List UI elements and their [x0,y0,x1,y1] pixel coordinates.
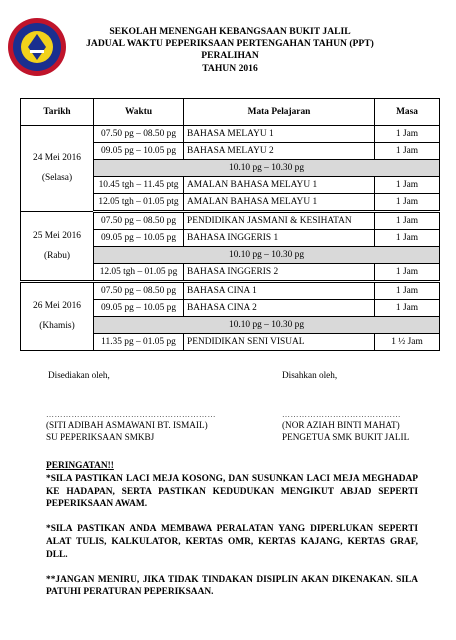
prepared-by-block [46,420,208,443]
duration-cell: 1 Jam [375,282,440,300]
subject-cell: AMALAN BAHASA MELAYU 1 [184,194,375,212]
date-text: 25 Mei 2016 [33,230,81,241]
subject-cell: PENDIDIKAN JASMANI & KESIHATAN [184,212,375,230]
subject-cell: BAHASA INGGERIS 1 [184,230,375,247]
table-row [21,212,440,230]
approved-by-block [282,420,409,443]
subject-cell: PENDIDIKAN SENI VISUAL [184,334,375,351]
time-cell: 07.50 pg – 08.50 pg [94,282,184,300]
header-subject: Mata Pelajaran [184,99,375,126]
duration-cell: 1 Jam [375,230,440,247]
approved-by-label: Disahkan oleh, [282,370,338,380]
time-cell: 10.45 tgh – 11.45 ptg [94,177,184,194]
warning-item-2: *SILA PASTIKAN ANDA MEMBAWA PERALATAN YANG DIPERLUKAN SEPERTI ALAT TULIS, KALKULATOR, KERTAS OMR, KERTAS KAJANG, KERTAS GRAF, DLL. [46,524,418,560]
warning-item-1: *SILA PASTIKAN LACI MEJA KOSONG, DAN SUSUNKAN LACI MEJA MEGHADAP KE HADAPAN, SERTA PASTIKAN KEDUDUKAN MENGIKUT ABJAD SEPERTI PEPERIKSAAN AWAM. [46,473,418,510]
approved-name: (NOR AZIAH BINTI MAHAT) [282,420,400,430]
day-text: (Selasa) [41,173,73,183]
duration-cell: 1 Jam [375,300,440,317]
duration-cell: 1 Jam [375,143,440,160]
subject-cell: BAHASA MELAYU 2 [184,143,375,160]
duration-cell: 1 Jam [375,194,440,212]
time-cell: 09.05 pg – 10.05 pg [94,300,184,317]
year-label: TAHUN 2016 [202,62,258,74]
duration-cell: 1 Jam [375,264,440,282]
date-text: 26 Mei 2016 [33,301,81,311]
document-header [70,26,390,75]
time-cell: 11.35 pg – 01.05 pg [94,334,184,351]
header-tarikh: Tarikh [21,99,94,126]
approved-role: PENGETUA SMK BUKIT JALIL [282,431,410,442]
duration-cell: 1 ½ Jam [375,334,440,351]
time-cell: 09.05 pg – 10.05 pg [94,230,184,247]
prepared-name: (SITI ADIBAH ASMAWANI BT. ISMAIL) [46,420,208,430]
time-cell: 12.05 tgh – 01.05 ptg [94,194,184,212]
level-label: PERALIHAN [201,50,259,62]
logo-book [30,50,44,53]
school-name: SEKOLAH MENENGAH KEBANGSAAN BUKIT JALIL [109,26,351,37]
break-cell: 10.10 pg – 10.30 pg [94,317,440,334]
table-header-row [21,99,440,126]
break-cell: 10.10 pg – 10.30 pg [94,247,440,264]
prepared-role: SU PEPERIKSAAN SMKBJ [46,431,155,442]
day-text: (Rabu) [43,250,71,261]
date-cell [21,126,94,212]
duration-cell: 1 Jam [375,126,440,143]
header-waktu: Waktu [94,99,184,126]
warning-section [46,460,418,599]
warning-title: PERINGATAN!! [46,461,114,471]
header-masa: Masa [375,99,440,126]
subject-cell: BAHASA CINA 1 [184,282,375,300]
warning-item-3: **JANGAN MENIRU, JIKA TIDAK TINDAKAN DISIPLIN AKAN DIKENAKAN. SILA PATUHI PERATURAN PEPERIKSAAN. [46,574,418,598]
table-row [21,282,440,300]
subject-cell: BAHASA CINA 2 [184,300,375,317]
schedule-title: JADUAL WAKTU PEPERIKSAAN PERTENGAHAN TAHUN (PPT) [86,38,374,50]
exam-timetable [20,98,440,351]
time-cell: 07.50 pg – 08.50 pg [94,212,184,230]
prepared-by-label: Disediakan oleh, [48,370,110,380]
date-cell [21,212,94,282]
date-text: 24 Mei 2016 [33,153,81,163]
approved-signature-line: …………………………………… [282,410,401,419]
table-row [21,126,440,143]
subject-cell: BAHASA INGGERIS 2 [184,264,375,282]
subject-cell: AMALAN BAHASA MELAYU 1 [184,177,375,194]
day-text: (Khamis) [39,321,75,331]
time-cell: 09.05 pg – 10.05 pg [94,143,184,160]
duration-cell: 1 Jam [375,212,440,230]
prepared-signature-line: …………………………………………………… [46,410,216,419]
subject-cell: BAHASA MELAYU 1 [184,126,375,143]
date-cell [21,282,94,351]
time-cell: 12.05 tgh – 01.05 pg [94,264,184,282]
school-crest-logo [6,16,68,78]
duration-cell: 1 Jam [375,177,440,194]
break-cell: 10.10 pg – 10.30 pg [94,160,440,177]
time-cell: 07.50 pg – 08.50 pg [94,126,184,143]
